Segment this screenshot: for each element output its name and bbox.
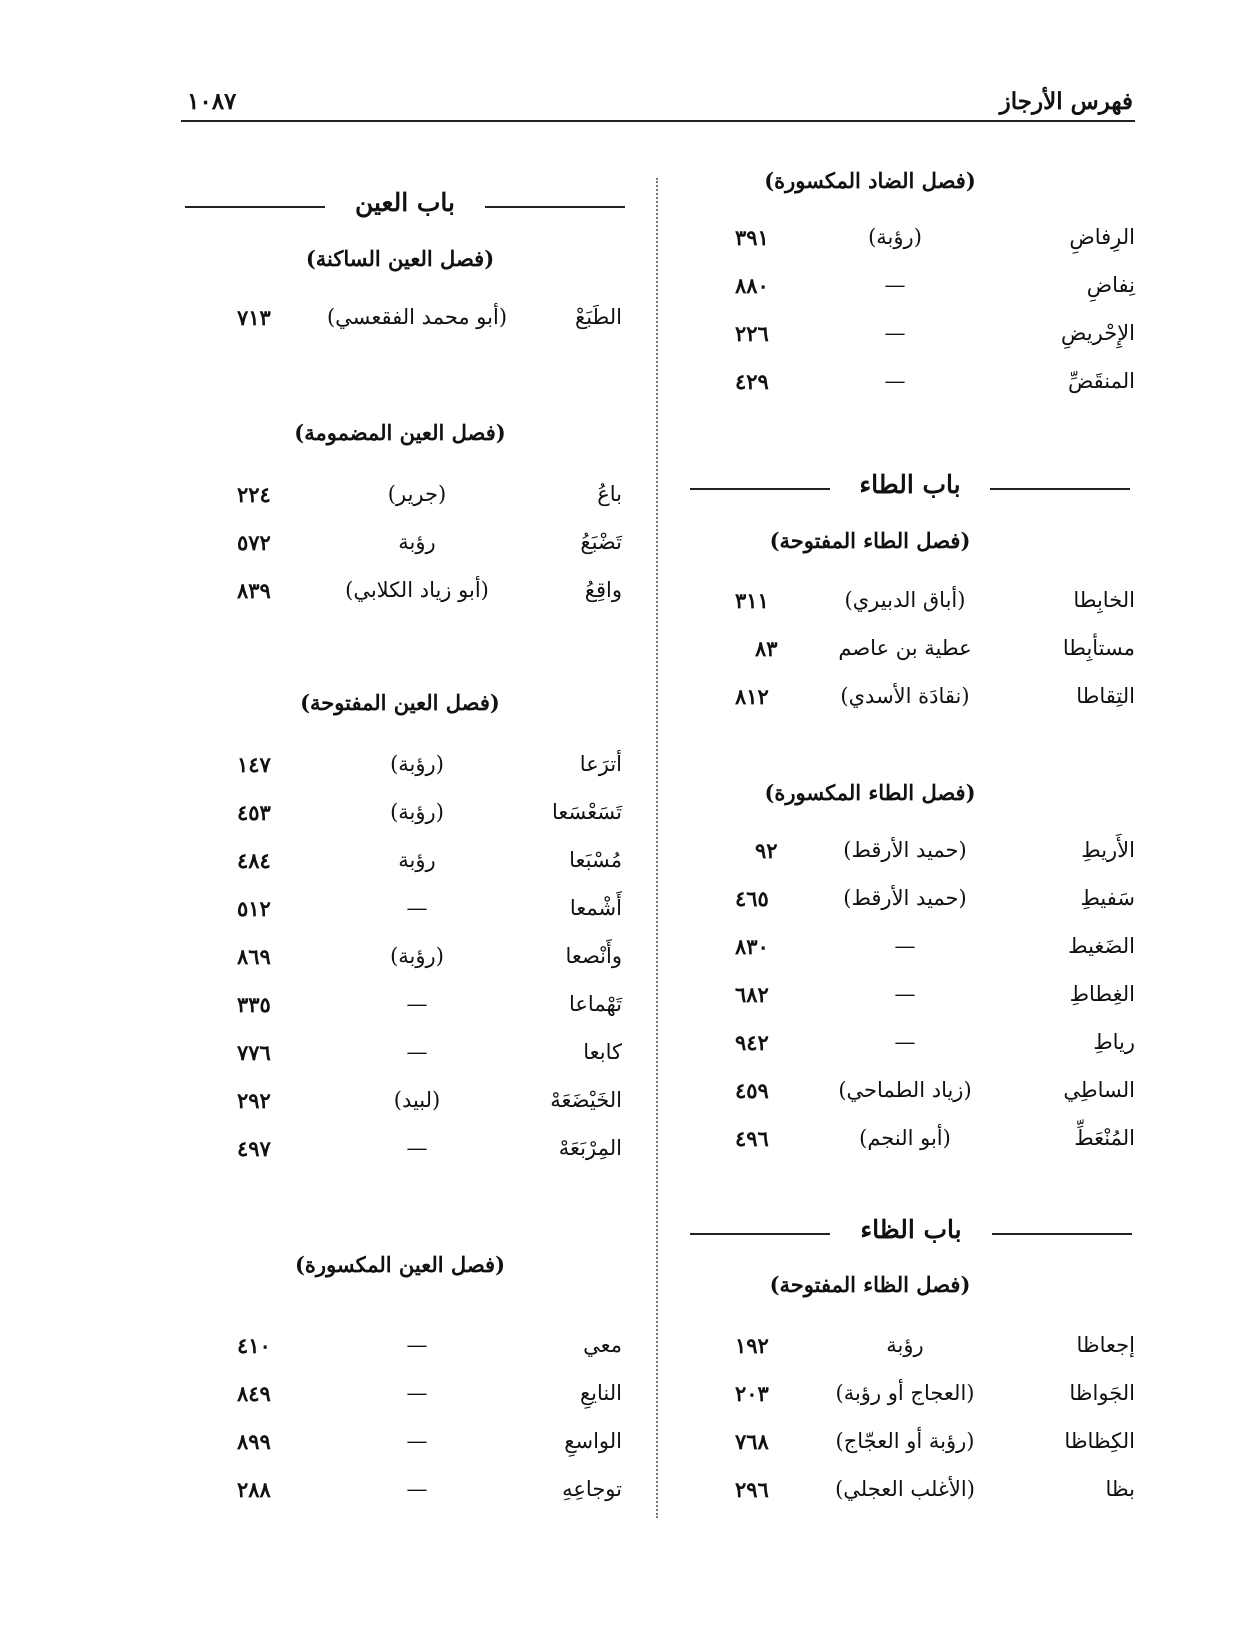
poet-name: (أبو النجم) bbox=[859, 1126, 951, 1150]
rajaz-word: أَشْمعا bbox=[569, 896, 622, 920]
page-ref: ٤١٠ bbox=[237, 1333, 271, 1358]
section-heading: (فصل الطاء المكسورة) bbox=[764, 780, 976, 805]
rajaz-word: إجعاظا bbox=[1076, 1333, 1135, 1357]
page-ref: ٣٩١ bbox=[735, 225, 769, 250]
rajaz-word: مُسْبَعا bbox=[569, 848, 622, 872]
rajaz-word: كابعا bbox=[583, 1040, 622, 1064]
poet-name: (أبو محمد الفقعسي) bbox=[326, 305, 508, 329]
rajaz-word: النايعِ bbox=[580, 1381, 622, 1405]
page-ref: ٥١٢ bbox=[237, 896, 271, 921]
list-item bbox=[237, 1477, 622, 1509]
poet-name: — bbox=[884, 273, 906, 297]
poet-name: (رؤبة) bbox=[390, 944, 444, 968]
poet-name: رؤبة bbox=[398, 530, 436, 554]
page-ref: ٤٦٥ bbox=[735, 886, 769, 911]
page-ref: ١٤٧ bbox=[237, 752, 271, 777]
chapter-title: باب الظاء bbox=[860, 1215, 962, 1244]
section-heading: (فصل العين الساكنة) bbox=[305, 246, 495, 271]
section-heading: (فصل الظاء المفتوحة) bbox=[769, 1272, 971, 1297]
rajaz-word: الأَريطِ bbox=[1081, 838, 1135, 862]
chapter-rule bbox=[485, 206, 625, 208]
page-ref: ٤٩٦ bbox=[735, 1126, 769, 1151]
page-ref: ٤٥٣ bbox=[237, 800, 271, 825]
rajaz-word: الضَغيط bbox=[1068, 934, 1135, 958]
list-item bbox=[735, 886, 1135, 918]
page-ref: ٤٨٤ bbox=[237, 848, 271, 873]
list-item bbox=[237, 305, 622, 337]
page-ref: ٧١٣ bbox=[237, 305, 271, 330]
rajaz-word: مستأبِطا bbox=[1062, 636, 1135, 660]
poet-name: (نقادَة الأسدي) bbox=[840, 684, 970, 708]
page-ref: ٥٧٢ bbox=[237, 530, 271, 555]
list-item bbox=[237, 1088, 622, 1120]
poet-name: — bbox=[894, 1030, 916, 1054]
list-item bbox=[735, 934, 1135, 966]
list-item bbox=[237, 1381, 622, 1413]
chapter-heading bbox=[690, 1215, 1132, 1249]
list-item bbox=[735, 321, 1135, 353]
page-ref: ٨١٢ bbox=[735, 684, 769, 709]
poet-name: (جرير) bbox=[387, 482, 447, 506]
list-item bbox=[735, 1078, 1135, 1110]
rajaz-word: الرِفاضِ bbox=[1069, 225, 1135, 249]
poet-name: رؤبة bbox=[398, 848, 436, 872]
list-item bbox=[735, 1030, 1135, 1062]
rajaz-word: الجَواظا bbox=[1069, 1381, 1135, 1405]
page-ref: ٨٣٩ bbox=[237, 578, 271, 603]
chapter-rule bbox=[185, 206, 325, 208]
page-ref: ٢٩٦ bbox=[735, 1477, 769, 1502]
page-ref: ٨٩٩ bbox=[237, 1429, 271, 1454]
page-ref: ٧٧٦ bbox=[237, 1040, 271, 1065]
page-ref: ٨٣٠ bbox=[735, 934, 769, 959]
column-divider bbox=[656, 178, 658, 1518]
rajaz-word: التِقاطا bbox=[1076, 684, 1135, 708]
list-item bbox=[735, 982, 1135, 1014]
list-item bbox=[237, 896, 622, 928]
rajaz-word: وأَنْصعا bbox=[565, 944, 622, 968]
list-item bbox=[237, 752, 622, 784]
page-ref: ٢٢٤ bbox=[237, 482, 271, 507]
chapter-title: باب العين bbox=[354, 188, 455, 217]
poet-name: — bbox=[406, 1333, 428, 1357]
poet-name: عطية بن عاصم bbox=[838, 636, 972, 660]
list-item bbox=[237, 1429, 622, 1461]
page-ref: ٢٠٣ bbox=[735, 1381, 769, 1406]
list-item bbox=[735, 1126, 1135, 1158]
page-ref: ٣١١ bbox=[735, 588, 769, 613]
list-item bbox=[237, 944, 622, 976]
header-rule bbox=[181, 120, 1135, 122]
page-ref: ٢٨٨ bbox=[237, 1477, 271, 1502]
poet-name: (لبيد) bbox=[393, 1088, 441, 1112]
list-item bbox=[735, 588, 1135, 620]
list-item bbox=[735, 1429, 1135, 1461]
list-item bbox=[735, 273, 1135, 305]
list-item bbox=[237, 1136, 622, 1168]
rajaz-word: الخَيْضَعَهْ bbox=[550, 1088, 622, 1112]
poet-name: (رؤبة) bbox=[868, 225, 922, 249]
chapter-rule bbox=[690, 488, 830, 490]
rajaz-word: نِفاضِ bbox=[1086, 273, 1135, 297]
poet-name: (الأغلب العجلي) bbox=[835, 1477, 975, 1501]
rajaz-word: بظا bbox=[1105, 1477, 1135, 1501]
list-item bbox=[735, 1477, 1135, 1509]
rajaz-word: توجاعِهِ bbox=[562, 1477, 622, 1501]
rajaz-word: المِرْبَعَهْ bbox=[558, 1136, 622, 1160]
chapter-rule bbox=[990, 488, 1130, 490]
rajaz-word: رياطِ bbox=[1093, 1030, 1135, 1054]
page-ref: ٤٢٩ bbox=[735, 369, 769, 394]
chapter-title: باب الطاء bbox=[859, 470, 961, 499]
list-item bbox=[237, 530, 622, 562]
rajaz-word: تَهْماعا bbox=[569, 992, 622, 1016]
poet-name: — bbox=[406, 1477, 428, 1501]
section-heading: (فصل العين المفتوحة) bbox=[300, 690, 500, 715]
list-item bbox=[735, 225, 1135, 257]
rajaz-word: تَسَعْسَعا bbox=[552, 800, 622, 824]
poet-name: — bbox=[406, 1381, 428, 1405]
rajaz-word: الخابِطا bbox=[1073, 588, 1135, 612]
page-ref: ٤٩٧ bbox=[237, 1136, 271, 1161]
list-item bbox=[237, 992, 622, 1024]
chapter-rule bbox=[690, 1233, 830, 1235]
rajaz-word: سَفيطِ bbox=[1080, 886, 1135, 910]
page-ref: ٢٢٦ bbox=[735, 321, 769, 346]
section-heading: (فصل العين المضمومة) bbox=[294, 420, 506, 445]
poet-name: — bbox=[884, 369, 906, 393]
page-ref: ٤٥٩ bbox=[735, 1078, 769, 1103]
poet-name: (رؤبة) bbox=[390, 752, 444, 776]
poet-name: (أبو زياد الكلابي) bbox=[345, 578, 489, 602]
rajaz-word: المنقَضِّ bbox=[1067, 369, 1135, 393]
section-heading: (فصل العين المكسورة) bbox=[294, 1252, 506, 1277]
section-heading: (فصل الضاد المكسورة) bbox=[764, 168, 976, 193]
rajaz-word: الطَبَعْ bbox=[575, 305, 622, 329]
list-item bbox=[735, 1381, 1135, 1413]
page-number: ١٠٨٧ bbox=[187, 88, 237, 115]
page-ref: ٨٨٠ bbox=[735, 273, 769, 298]
rajaz-word: الواسعِ bbox=[564, 1429, 622, 1453]
section-heading: (فصل الطاء المفتوحة) bbox=[769, 528, 971, 553]
poet-name: — bbox=[406, 1040, 428, 1064]
poet-name: (العجاج أو رؤبة) bbox=[835, 1381, 975, 1405]
chapter-rule bbox=[992, 1233, 1132, 1235]
poet-name: رؤبة bbox=[886, 1333, 924, 1357]
rajaz-word: واقِعُ bbox=[584, 578, 622, 602]
page-ref: ١٩٢ bbox=[735, 1333, 769, 1358]
page-ref: ٦٨٢ bbox=[735, 982, 769, 1007]
list-item bbox=[735, 369, 1135, 401]
rajaz-word: المُنْعَطِّ bbox=[1074, 1126, 1135, 1150]
chapter-heading bbox=[185, 188, 625, 222]
list-item bbox=[735, 838, 1135, 870]
list-item bbox=[735, 1333, 1135, 1365]
list-item bbox=[735, 636, 1135, 668]
page-ref: ٩٤٢ bbox=[735, 1030, 769, 1055]
rajaz-word: الساطِي bbox=[1063, 1078, 1135, 1102]
list-item bbox=[237, 578, 622, 610]
list-item bbox=[237, 800, 622, 832]
poet-name: — bbox=[406, 896, 428, 920]
poet-name: (حميد الأرقط) bbox=[843, 886, 967, 910]
poet-name: — bbox=[406, 1136, 428, 1160]
rajaz-word: تَضْبَعُ bbox=[580, 530, 622, 554]
poet-name: — bbox=[406, 992, 428, 1016]
rajaz-word: الكِظاظا bbox=[1064, 1429, 1135, 1453]
poet-name: — bbox=[406, 1429, 428, 1453]
index-title: فهرس الأرجاز bbox=[999, 88, 1133, 115]
rajaz-word: الغِطاطِ bbox=[1069, 982, 1135, 1006]
poet-name: — bbox=[894, 934, 916, 958]
rajaz-word: باعُ bbox=[597, 482, 622, 506]
page-ref: ٣٣٥ bbox=[237, 992, 271, 1017]
poet-name: (زياد الطماحي) bbox=[838, 1078, 972, 1102]
poet-name: — bbox=[894, 982, 916, 1006]
poet-name: — bbox=[884, 321, 906, 345]
list-item bbox=[237, 1333, 622, 1365]
chapter-heading bbox=[690, 470, 1130, 504]
rajaz-word: الإِحْريضِ bbox=[1061, 321, 1135, 345]
page-ref: ٨٣ bbox=[755, 636, 778, 661]
page-ref: ٨٤٩ bbox=[237, 1381, 271, 1406]
page-ref: ٨٦٩ bbox=[237, 944, 271, 969]
rajaz-word: معي bbox=[583, 1333, 622, 1357]
list-item bbox=[735, 684, 1135, 716]
rajaz-word: أترَعا bbox=[579, 752, 622, 776]
page-ref: ٧٦٨ bbox=[735, 1429, 769, 1454]
poet-name: (حميد الأرقط) bbox=[843, 838, 967, 862]
page-ref: ٩٢ bbox=[755, 838, 778, 863]
poet-name: (رؤبة) bbox=[390, 800, 444, 824]
list-item bbox=[237, 848, 622, 880]
list-item bbox=[237, 482, 622, 514]
poet-name: (أباق الدبيري) bbox=[844, 588, 966, 612]
page-ref: ٢٩٢ bbox=[237, 1088, 271, 1113]
list-item bbox=[237, 1040, 622, 1072]
poet-name: (رؤبة أو العجّاج) bbox=[835, 1429, 975, 1453]
